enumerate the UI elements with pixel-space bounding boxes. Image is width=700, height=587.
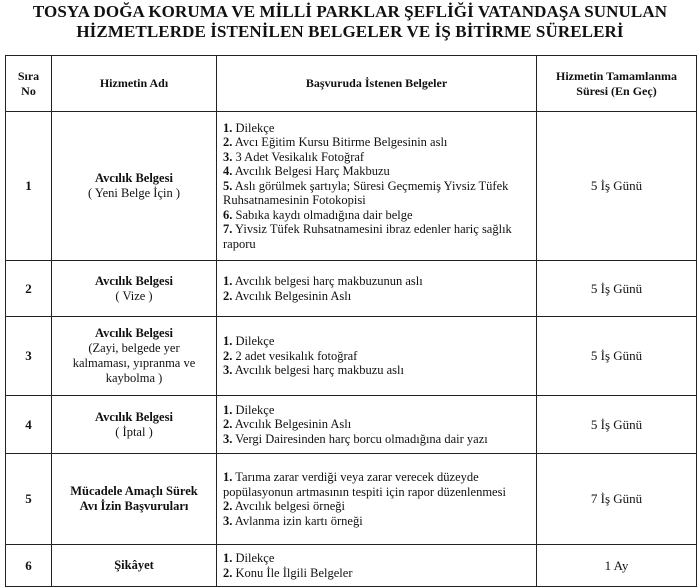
document-title <box>0 0 700 53</box>
table-row <box>6 545 697 587</box>
service-name: Avcılık Belgesi <box>95 273 173 288</box>
documents-cell <box>217 317 537 396</box>
document-item-number: 1. <box>223 470 233 484</box>
document-item <box>223 551 530 566</box>
document-item-text: Konu İle İlgili Belgeler <box>232 565 353 580</box>
document-item <box>223 121 530 136</box>
document-item-number: 2. <box>223 348 233 363</box>
row-number: 4 <box>6 396 52 454</box>
service-name: Şikâyet <box>114 558 154 572</box>
document-item-text: Avcılık Belgesinin Aslı <box>232 288 352 303</box>
document-item <box>223 150 530 165</box>
table-row <box>6 112 697 261</box>
header-documents: Başvuruda İstenen Belgeler <box>217 56 537 112</box>
document-item <box>223 566 530 581</box>
duration-cell: 5 İş Günü <box>537 396 697 454</box>
document-item-number: 6. <box>223 207 233 222</box>
documents-cell <box>217 545 537 587</box>
document-item-text: Yivsiz Tüfek Ruhsatnamesini ibraz edenler hariç sağlık raporu <box>223 222 512 251</box>
duration-cell: 7 İş Günü <box>537 454 697 545</box>
document-item-text: Avcılık Belgesi Harç Makbuzu <box>232 164 390 179</box>
service-name: Mücadele Amaçlı Sürek Avı İzin Başvuruları <box>70 484 198 513</box>
document-item-number: 2. <box>223 288 233 303</box>
service-detail: ( İptal ) <box>115 424 153 439</box>
document-item-text: Dilekçe <box>232 551 275 565</box>
service-name: Avcılık Belgesi <box>95 409 173 424</box>
document-item-number: 2. <box>223 135 233 150</box>
document-item-text: Avcılık Belgesinin Aslı <box>232 417 352 432</box>
document-item-number: 1. <box>223 334 233 349</box>
document-item <box>223 179 530 208</box>
documents-cell <box>217 396 537 454</box>
service-name: Avcılık Belgesi <box>95 171 173 185</box>
document-item-number: 3. <box>223 149 233 164</box>
row-number: 3 <box>6 317 52 396</box>
document-item <box>223 208 530 223</box>
title-line-1: TOSYA DOĞA KORUMA VE MİLLİ PARKLAR ŞEFLİĞİ VATANDAŞA SUNULAN <box>32 2 668 21</box>
service-cell <box>52 454 217 545</box>
document-item-text: Dilekçe <box>232 120 275 135</box>
document-item-text: Vergi Dairesinden harç borcu olmadığına dair yazı <box>232 431 488 446</box>
table-header-row <box>6 56 697 112</box>
document-item-number: 4. <box>223 164 233 179</box>
table-row <box>6 454 697 545</box>
header-duration-line-2: Süresi (En Geç) <box>576 83 657 98</box>
document-item-text: Avlanma izin kartı örneği <box>232 513 363 528</box>
document-item <box>223 363 530 378</box>
document-item-text: Avcılık belgesi harç makbuzu aslı <box>232 363 404 378</box>
document-item-number: 1. <box>223 120 233 135</box>
document-item <box>223 432 530 447</box>
document-item <box>223 222 530 251</box>
header-no-line-2: No <box>21 83 36 98</box>
title-line-2: HİZMETLERDE İSTENİLEN BELGELER VE İŞ BİTİRME SÜRELERİ <box>76 22 624 41</box>
documents-cell <box>217 261 537 317</box>
document-item <box>223 417 530 432</box>
service-cell <box>52 545 217 587</box>
document-item-number: 3. <box>223 431 233 446</box>
row-number: 5 <box>6 454 52 545</box>
service-name: Avcılık Belgesi <box>95 326 173 340</box>
service-cell <box>52 112 217 261</box>
document-item-number: 1. <box>223 402 233 417</box>
document-item <box>223 403 530 418</box>
document-item-number: 3. <box>223 363 233 378</box>
document-item-number: 7. <box>223 222 233 237</box>
document-item-text: Avcılık belgesi örneği <box>232 499 345 513</box>
document-item-number: 1. <box>223 551 233 565</box>
document-item-text: Dilekçe <box>232 402 275 417</box>
document-item-text: Tarıma zarar verdiği veya zarar verecek düzeyde popülasyonun artmasının tespiti için rapor düzenlenmesi <box>223 470 506 499</box>
row-number: 2 <box>6 261 52 317</box>
header-no <box>6 56 52 112</box>
document-item-number: 2. <box>223 417 233 432</box>
document-item <box>223 334 530 349</box>
row-number: 1 <box>6 112 52 261</box>
header-duration <box>537 56 697 112</box>
duration-cell: 5 İş Günü <box>537 317 697 396</box>
document-item <box>223 274 530 289</box>
header-no-line-1: Sıra <box>17 68 40 83</box>
document-item-number: 1. <box>223 274 233 288</box>
document-item-number: 2. <box>223 565 233 580</box>
document-item-text: Aslı görülmek şartıyla; Süresi Geçmemiş Yivsiz Tüfek Ruhsatnamesinin Fotokopisi <box>223 178 509 208</box>
document-item <box>223 499 530 514</box>
document-item-number: 2. <box>223 499 233 513</box>
service-cell <box>52 317 217 396</box>
document-item <box>223 470 530 499</box>
row-number: 6 <box>6 545 52 587</box>
service-cell <box>52 396 217 454</box>
document-item-text: Dilekçe <box>232 334 275 349</box>
services-table <box>5 55 697 587</box>
document-item-text: 3 Adet Vesikalık Fotoğraf <box>232 149 365 164</box>
document-item-text: 2 adet vesikalık fotoğraf <box>232 348 358 363</box>
table-row <box>6 317 697 396</box>
service-cell <box>52 261 217 317</box>
duration-cell: 5 İş Günü <box>537 112 697 261</box>
document-item <box>223 289 530 304</box>
document-item <box>223 135 530 150</box>
document-item <box>223 164 530 179</box>
document-item-text: Sabıka kaydı olmadığına dair belge <box>232 207 413 222</box>
table-row <box>6 261 697 317</box>
document-item-text: Avcılık belgesi harç makbuzunun aslı <box>232 274 423 288</box>
document-item-number: 3. <box>223 513 233 528</box>
document-item-text: Avcı Eğitim Kursu Bitirme Belgesinin aslı <box>232 135 448 150</box>
header-duration-line-1: Hizmetin Tamamlanma <box>555 68 677 83</box>
service-detail: ( Vize ) <box>115 288 153 303</box>
duration-cell: 1 Ay <box>537 545 697 587</box>
documents-cell <box>217 112 537 261</box>
service-detail: (Zayi, belgede yer kalmaması, yıpranma ve kaybolma ) <box>72 341 196 385</box>
document-item <box>223 349 530 364</box>
document-item-number: 5. <box>223 178 233 193</box>
header-service: Hizmetin Adı <box>52 56 217 112</box>
documents-cell <box>217 454 537 545</box>
duration-cell: 5 İş Günü <box>537 261 697 317</box>
service-detail: ( Yeni Belge İçin ) <box>88 186 180 200</box>
table-row <box>6 396 697 454</box>
document-item <box>223 514 530 529</box>
